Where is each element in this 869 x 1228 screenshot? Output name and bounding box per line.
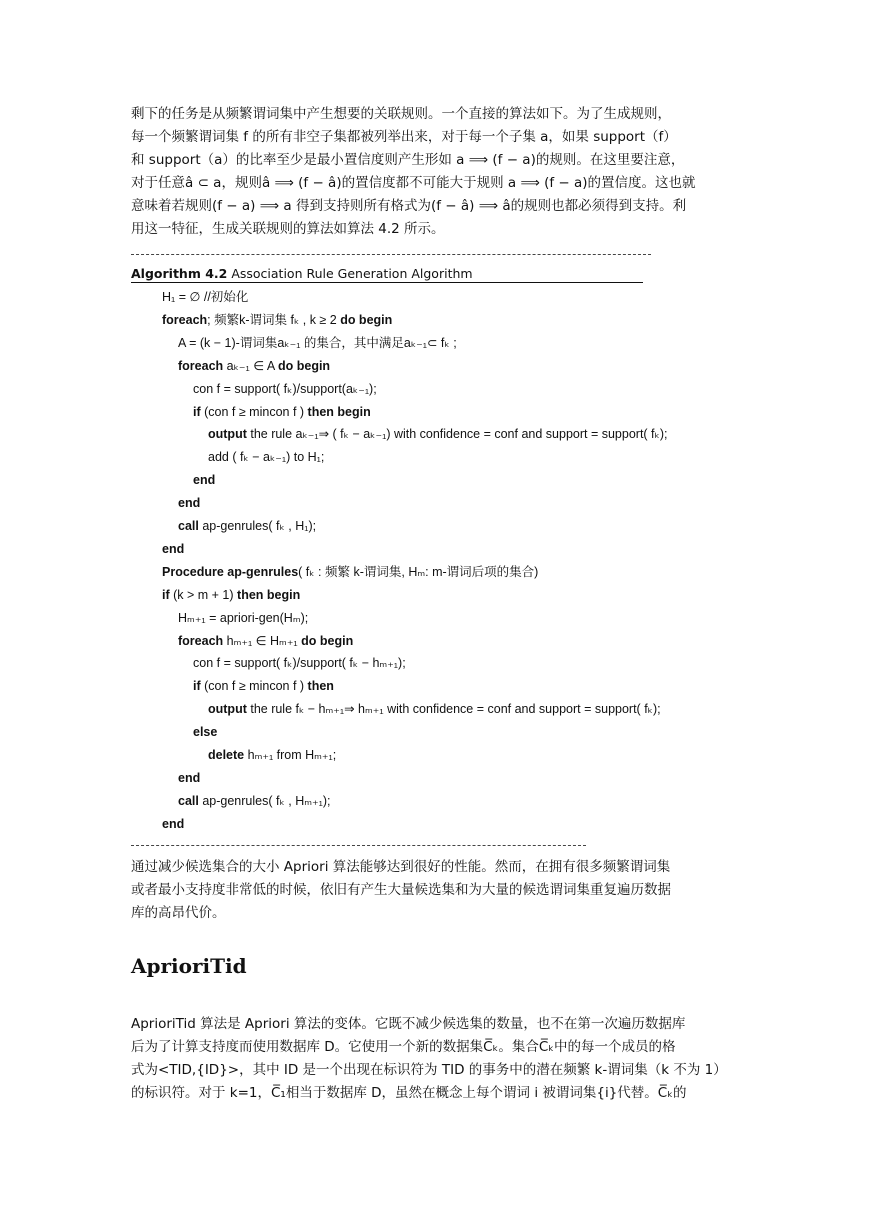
code-text: con f = support( fₖ)/support( fₖ − hₘ₊₁); xyxy=(193,656,406,671)
intro-line: 和 support（a）的比率至少是最小置信度则产生形如 a ⟹ (f − a)的规则。在这里要注意， xyxy=(131,152,685,168)
intro-line: 用这一特征，生成关联规则的算法如算法 4.2 所示。 xyxy=(131,221,445,237)
code-line xyxy=(178,608,308,628)
code-line xyxy=(208,699,661,719)
code-keyword: Procedure ap-genrules xyxy=(162,564,299,579)
code-keyword: call xyxy=(178,519,199,533)
code-keyword: then begin xyxy=(307,404,371,419)
code-keyword: do begin xyxy=(301,633,354,648)
code-text: the rule aₖ₋₁⇒ ( fₖ − aₖ₋₁) with confidence = conf and support = support( fₖ); xyxy=(246,427,668,442)
code-text: (con f ≥ mincon f ) xyxy=(200,404,308,419)
code-text: ap-genrules( fₖ , H₁); xyxy=(198,519,317,533)
code-line xyxy=(193,676,334,696)
code-text: ; 频繁k-谓词集 fₖ , k ≥ 2 xyxy=(207,312,341,327)
outro-line: 库的高昂代价。 xyxy=(131,905,226,921)
code-keyword: do begin xyxy=(340,312,393,327)
code-line xyxy=(193,470,215,490)
intro-line: 每一个频繁谓词集 f 的所有非空子集都被列举出来，对于每一个子集 a，如果 support（f） xyxy=(131,129,677,145)
algorithm-name: Association Rule Generation Algorithm xyxy=(227,266,473,281)
code-text: H₁ = ∅ //初始化 xyxy=(162,290,249,304)
code-line xyxy=(193,402,371,422)
code-line xyxy=(178,768,200,788)
code-keyword: if xyxy=(193,404,201,419)
section-heading: AprioriTid xyxy=(131,954,247,978)
code-text: A = (k − 1)-谓词集aₖ₋₁ 的集合，其中满足aₖ₋₁⊂ fₖ ; xyxy=(178,335,457,350)
intro-line: 剩下的任务是从频繁谓词集中产生想要的关联规则。一个直接的算法如下。为了生成规则， xyxy=(131,106,671,122)
section-line: 式为<TID,{ID}>，其中 ID 是一个出现在标识符为 TID 的事务中的潜在频繁 k-谓词集（k 不为 1） xyxy=(131,1062,727,1078)
code-line xyxy=(178,791,330,811)
code-line xyxy=(178,516,316,536)
outro-line: 或者最小支持度非常低的时候，依旧有产生大量候选集和为大量的候选谓词集重复遍历数据 xyxy=(131,882,671,898)
code-line xyxy=(178,631,353,651)
code-keyword: then xyxy=(307,679,334,694)
code-keyword: do begin xyxy=(277,358,331,373)
section-paragraph xyxy=(131,1013,739,1105)
code-keyword: if xyxy=(193,679,201,694)
code-text: aₖ₋₁ ∈ A xyxy=(223,358,278,373)
section-line: 后为了计算支持度而使用数据库 D。它使用一个新的数据集C̅ₖ。集合C̅ₖ中的每一个成员的格 xyxy=(131,1039,676,1055)
code-line xyxy=(162,585,300,605)
outro-line: 通过减少候选集合的大小 Apriori 算法能够达到很好的性能。然而，在拥有很多频繁谓词集 xyxy=(131,859,671,875)
code-text: ap-genrules( fₖ , Hₘ₊₁); xyxy=(198,793,331,808)
intro-line: 意味着若规则(f − a) ⟹ a 得到支持则所有格式为(f − â) ⟹ â的规则也都必须得到支持。利 xyxy=(131,198,687,214)
outro-paragraph xyxy=(131,856,739,925)
separator-bottom xyxy=(131,845,586,846)
code-keyword: end xyxy=(178,770,201,785)
code-text: (k > m + 1) xyxy=(169,587,238,602)
code-text: (con f ≥ mincon f ) xyxy=(200,679,308,694)
code-keyword: then begin xyxy=(237,587,301,602)
code-line xyxy=(208,745,336,765)
code-line xyxy=(208,447,324,467)
code-text: ( fₖ : 频繁 k-谓词集, Hₘ: m-谓词后项的集合) xyxy=(298,564,539,579)
code-keyword: end xyxy=(178,496,201,511)
code-line xyxy=(178,333,457,353)
separator-top xyxy=(131,254,651,255)
code-line xyxy=(162,814,184,834)
code-line xyxy=(162,562,538,582)
code-line xyxy=(193,379,377,399)
code-text: hₘ₊₁ ∈ Hₘ₊₁ xyxy=(223,633,302,648)
code-keyword: else xyxy=(193,725,218,740)
code-keyword: foreach xyxy=(178,633,224,648)
code-keyword: end xyxy=(193,473,216,488)
intro-line: 对于任意â ⊂ a，规则â ⟹ (f − â)的置信度都不可能大于规则 a ⟹ (f − a)的置信度。这也就 xyxy=(131,175,696,191)
code-line xyxy=(162,539,184,559)
code-text: hₘ₊₁ from Hₘ₊₁; xyxy=(244,748,337,762)
code-keyword: output xyxy=(208,702,247,717)
section-line: 的标识符。对于 k=1，C̅₁相当于数据库 D，虽然在概念上每个谓词 i 被谓词集{i}代替。C̅ₖ的 xyxy=(131,1085,687,1101)
intro-paragraph xyxy=(131,103,739,241)
code-keyword: foreach xyxy=(162,312,208,327)
code-keyword: output xyxy=(208,427,247,442)
code-text: con f = support( fₖ)/support(aₖ₋₁); xyxy=(193,381,377,396)
code-keyword: if xyxy=(162,587,170,602)
code-line xyxy=(178,356,330,376)
code-line xyxy=(162,287,248,307)
code-text: the rule fₖ − hₘ₊₁⇒ hₘ₊₁ with confidence = conf and support = support( fₖ); xyxy=(246,702,661,717)
algorithm-label: Algorithm 4.2 xyxy=(131,266,228,281)
code-line xyxy=(193,653,406,673)
code-keyword: end xyxy=(162,541,185,556)
code-keyword: foreach xyxy=(178,358,224,373)
code-text: Hₘ₊₁ = apriori-gen(Hₘ); xyxy=(178,610,309,625)
code-keyword: end xyxy=(162,816,185,831)
code-line xyxy=(162,310,392,330)
code-keyword: call xyxy=(178,793,199,808)
code-line xyxy=(193,722,217,742)
code-line xyxy=(178,493,200,513)
algorithm-title xyxy=(131,266,643,283)
code-text: add ( fₖ − aₖ₋₁) to H₁; xyxy=(208,450,325,465)
code-keyword: delete xyxy=(208,748,245,762)
code-line xyxy=(208,424,668,444)
section-line: AprioriTid 算法是 Apriori 算法的变体。它既不减少候选集的数量，也不在第一次遍历数据库 xyxy=(131,1016,686,1032)
